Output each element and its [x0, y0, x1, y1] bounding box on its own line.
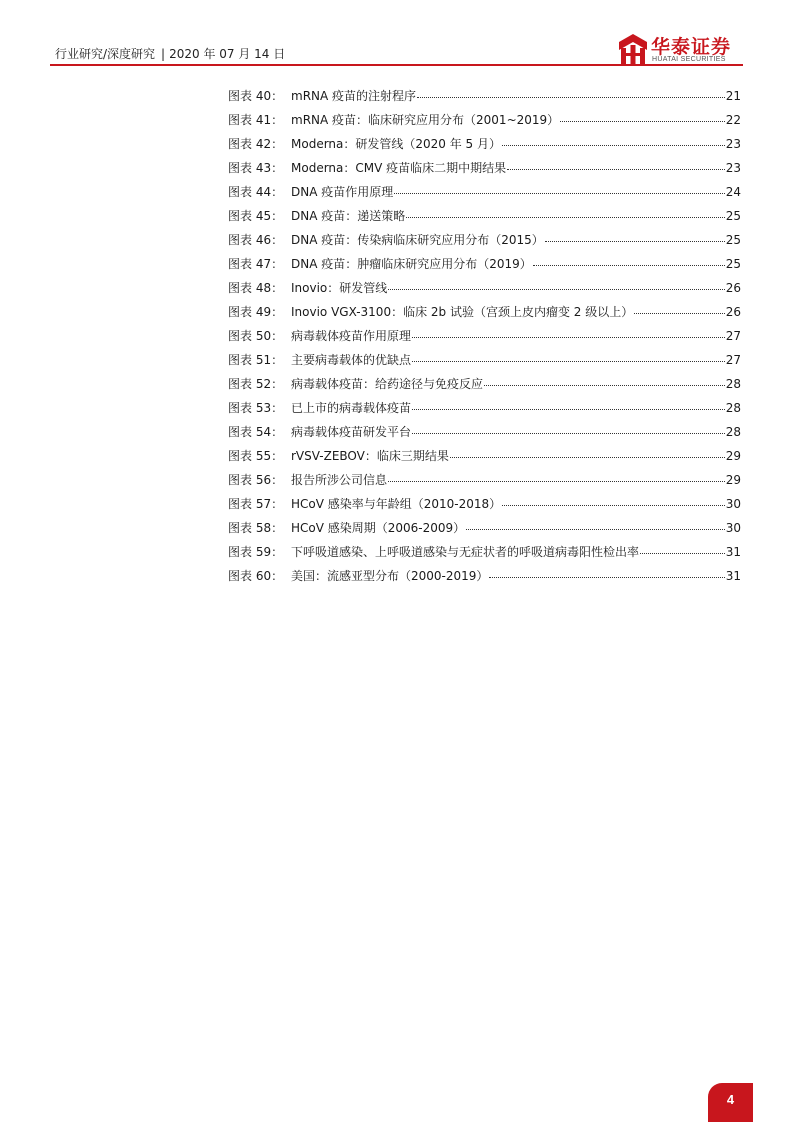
figure-page-number: 25 — [725, 257, 741, 271]
figure-page-number: 26 — [725, 305, 741, 319]
toc-entry[interactable] — [228, 567, 741, 591]
figure-label: 图表 40： — [228, 89, 284, 103]
dot-leader — [412, 361, 725, 362]
dot-leader — [412, 409, 725, 410]
figure-title: DNA 疫苗：传染病临床研究应用分布（2015） — [291, 233, 544, 247]
toc-entry[interactable] — [228, 183, 741, 207]
figure-title: DNA 疫苗：递送策略 — [291, 209, 406, 223]
dot-leader — [484, 385, 725, 386]
dot-leader — [634, 313, 724, 314]
figure-list — [228, 87, 741, 591]
figure-title: mRNA 疫苗的注射程序 — [291, 89, 417, 103]
toc-entry[interactable] — [228, 111, 741, 135]
toc-entry[interactable] — [228, 543, 741, 567]
toc-entry[interactable] — [228, 447, 741, 471]
figure-label: 图表 54： — [228, 425, 284, 439]
figure-title: 已上市的病毒载体疫苗 — [291, 401, 412, 415]
toc-entry[interactable] — [228, 279, 741, 303]
dot-leader — [388, 481, 725, 482]
dot-leader — [560, 121, 725, 122]
figure-label: 图表 53： — [228, 401, 284, 415]
figure-label: 图表 46： — [228, 233, 284, 247]
figure-label: 图表 49： — [228, 305, 284, 319]
toc-entry[interactable] — [228, 87, 741, 111]
figure-label: 图表 55： — [228, 449, 284, 463]
figure-page-number: 25 — [725, 233, 741, 247]
toc-entry[interactable] — [228, 423, 741, 447]
figure-page-number: 30 — [725, 497, 741, 511]
toc-entry[interactable] — [228, 471, 741, 495]
dot-leader — [502, 505, 725, 506]
toc-entry[interactable] — [228, 159, 741, 183]
header-separator: | — [161, 47, 166, 61]
figure-page-number: 22 — [725, 113, 741, 127]
dot-leader — [489, 577, 724, 578]
figure-page-number: 27 — [725, 329, 741, 343]
figure-title: 美国：流感亚型分布（2000-2019） — [291, 569, 489, 583]
figure-title: DNA 疫苗作用原理 — [291, 185, 394, 199]
toc-entry[interactable] — [228, 519, 741, 543]
breadcrumb: 行业研究/深度研究 — [55, 47, 156, 61]
toc-entry[interactable] — [228, 399, 741, 423]
dot-leader — [507, 169, 725, 170]
page-number-tab — [708, 1083, 753, 1122]
dot-leader — [545, 241, 725, 242]
figure-page-number: 28 — [725, 377, 741, 391]
toc-entry[interactable] — [228, 255, 741, 279]
dot-leader — [406, 217, 724, 218]
toc-entry[interactable] — [228, 375, 741, 399]
toc-entry[interactable] — [228, 231, 741, 255]
figure-label: 图表 52： — [228, 377, 284, 391]
figure-title: mRNA 疫苗：临床研究应用分布（2001~2019） — [291, 113, 560, 127]
dot-leader — [388, 289, 724, 290]
figure-title: 病毒载体疫苗：给药途径与免疫反应 — [291, 377, 484, 391]
figure-title: 报告所涉公司信息 — [291, 473, 388, 487]
dot-leader — [502, 145, 725, 146]
dot-leader — [417, 97, 725, 98]
figure-title: Inovio：研发管线 — [291, 281, 388, 295]
page-number: 4 — [726, 1092, 735, 1107]
figure-label: 图表 59： — [228, 545, 284, 559]
toc-entry[interactable] — [228, 495, 741, 519]
figure-page-number: 31 — [725, 545, 741, 559]
figure-title: Inovio VGX-3100：临床 2b 试验（宫颈上皮内瘤变 2 级以上） — [291, 305, 634, 319]
toc-entry[interactable] — [228, 327, 741, 351]
figure-page-number: 24 — [725, 185, 741, 199]
dot-leader — [412, 433, 725, 434]
figure-label: 图表 57： — [228, 497, 284, 511]
figure-page-number: 27 — [725, 353, 741, 367]
logo-name-cn: 华泰证券 — [651, 36, 732, 58]
huatai-logo-icon — [618, 33, 648, 66]
figure-label: 图表 41： — [228, 113, 284, 127]
figure-page-number: 23 — [725, 137, 741, 151]
figure-page-number: 30 — [725, 521, 741, 535]
figure-page-number: 23 — [725, 161, 741, 175]
figure-page-number: 28 — [725, 401, 741, 415]
figure-page-number: 25 — [725, 209, 741, 223]
dot-leader — [450, 457, 725, 458]
figure-title: HCoV 感染周期（2006-2009） — [291, 521, 466, 535]
figure-title: 病毒载体疫苗作用原理 — [291, 329, 412, 343]
figure-title: Moderna：CMV 疫苗临床二期中期结果 — [291, 161, 507, 175]
figure-title: 下呼吸道感染、上呼吸道感染与无症状者的呼吸道病毒阳性检出率 — [291, 545, 640, 559]
header-text — [55, 45, 285, 62]
dot-leader — [394, 193, 724, 194]
dot-leader — [466, 529, 725, 530]
figure-label: 图表 42： — [228, 137, 284, 151]
toc-entry[interactable] — [228, 351, 741, 375]
figure-title: rVSV-ZEBOV：临床三期结果 — [291, 449, 449, 463]
toc-entry[interactable] — [228, 303, 741, 327]
figure-page-number: 29 — [725, 449, 741, 463]
figure-label: 图表 45： — [228, 209, 284, 223]
figure-label: 图表 48： — [228, 281, 284, 295]
figure-page-number: 31 — [725, 569, 741, 583]
figure-title: 主要病毒载体的优缺点 — [291, 353, 412, 367]
dot-leader — [533, 265, 725, 266]
figure-page-number: 21 — [725, 89, 741, 103]
figure-title: Moderna：研发管线（2020 年 5 月） — [291, 137, 501, 151]
figure-label: 图表 58： — [228, 521, 284, 535]
figure-label: 图表 56： — [228, 473, 284, 487]
toc-entry[interactable] — [228, 135, 741, 159]
figure-page-number: 28 — [725, 425, 741, 439]
figure-label: 图表 47： — [228, 257, 284, 271]
figure-label: 图表 60： — [228, 569, 284, 583]
figure-title: HCoV 感染率与年龄组（2010-2018） — [291, 497, 502, 511]
toc-entry[interactable] — [228, 207, 741, 231]
figure-label: 图表 50： — [228, 329, 284, 343]
figure-label: 图表 43： — [228, 161, 284, 175]
report-date: 2020 年 07 月 14 日 — [169, 47, 286, 61]
figure-title: DNA 疫苗：肿瘤临床研究应用分布（2019） — [291, 257, 532, 271]
figure-page-number: 29 — [725, 473, 741, 487]
figure-page-number: 26 — [725, 281, 741, 295]
dot-leader — [640, 553, 725, 554]
logo-name-en: HUATAI SECURITIES — [652, 56, 726, 63]
dot-leader — [412, 337, 725, 338]
company-logo — [618, 33, 748, 69]
figure-label: 图表 44： — [228, 185, 284, 199]
figure-title: 病毒载体疫苗研发平台 — [291, 425, 412, 439]
figure-label: 图表 51： — [228, 353, 284, 367]
